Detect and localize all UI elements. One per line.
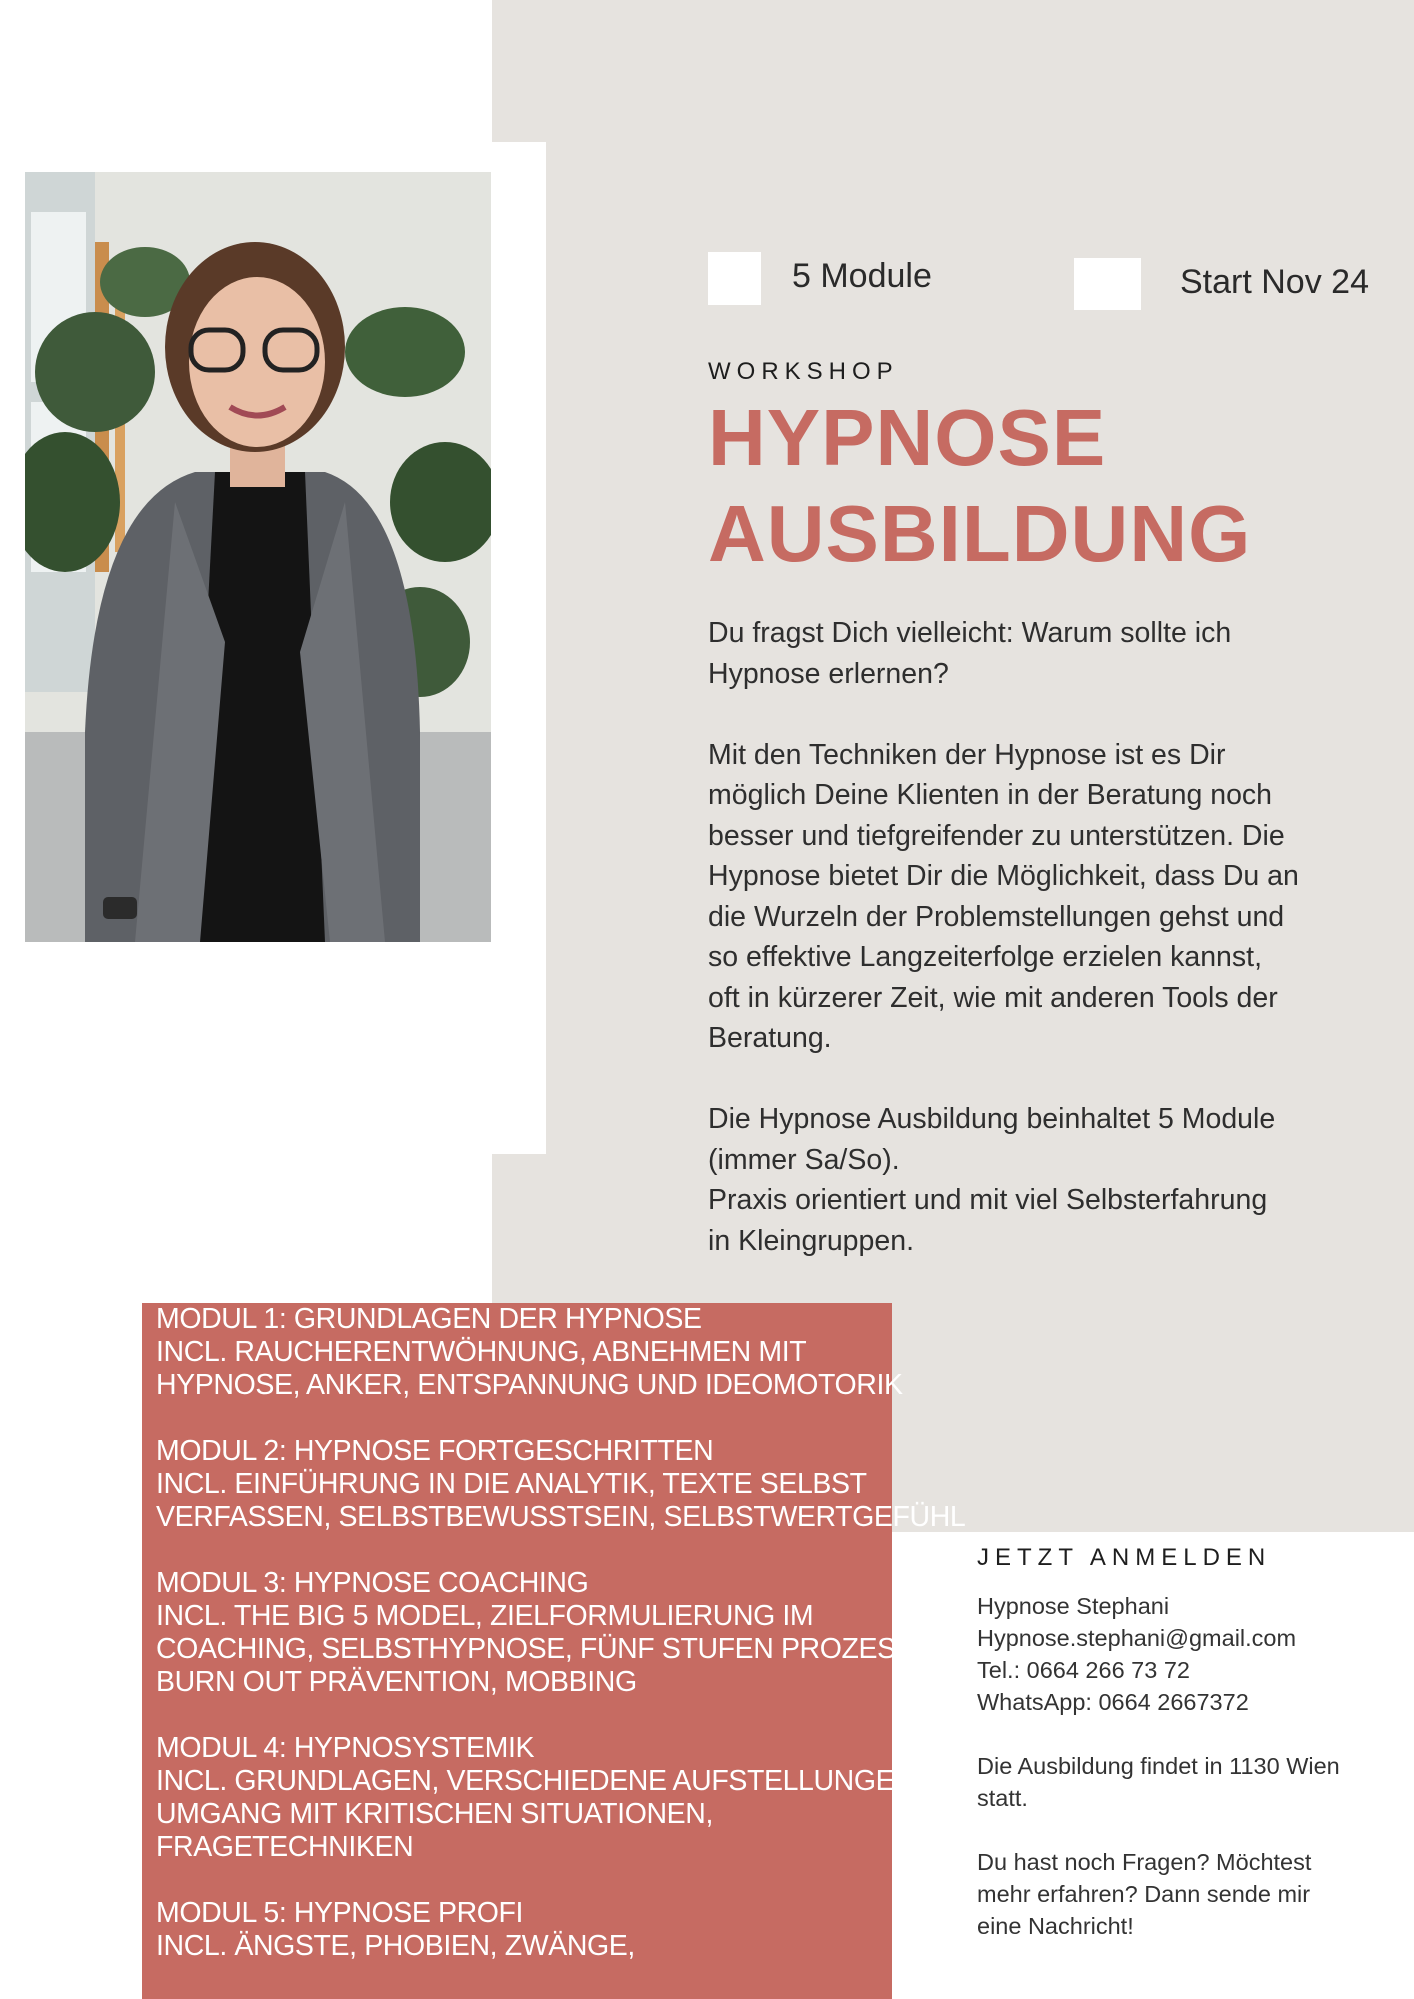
module-3-line: COACHING, SELBSTHYPNOSE, FÜNF STUFEN PROZESS, <box>156 1633 922 1665</box>
module-count-label: 5 Module <box>792 257 932 295</box>
modules-panel <box>142 1303 966 1999</box>
intro-paragraph-1: Du fragst Dich vielleicht: Warum sollte ich Hypnose erlernen? <box>708 617 1232 690</box>
module-4-line: FRAGETECHNIKEN <box>156 1831 414 1863</box>
title-line-2: AUSBILDUNG <box>708 489 1252 578</box>
module-3-line: INCL. THE BIG 5 MODEL, ZIELFORMULIERUNG IM <box>156 1600 814 1632</box>
contact-name: Hypnose Stephani <box>977 1593 1170 1619</box>
page-title <box>708 390 1251 582</box>
module-1-line: INCL. RAUCHERENTWÖHNUNG, ABNEHMEN MIT <box>156 1336 807 1368</box>
module-1-title: MODUL 1: GRUNDLAGEN DER HYPNOSE <box>156 1303 702 1335</box>
contact-heading: JETZT ANMELDEN <box>977 1544 1272 1571</box>
start-date-box <box>1074 258 1141 310</box>
module-count-box <box>708 252 761 305</box>
module-3-line: BURN OUT PRÄVENTION, MOBBING <box>156 1666 637 1698</box>
module-3 <box>156 1567 922 1699</box>
module-4 <box>156 1732 922 1864</box>
module-2 <box>156 1435 966 1534</box>
title-line-1: HYPNOSE <box>708 393 1107 482</box>
module-1 <box>156 1303 903 1402</box>
portrait-photo <box>25 172 491 942</box>
contact-whatsapp[interactable]: WhatsApp: 0664 2667372 <box>977 1689 1249 1715</box>
module-3-title: MODUL 3: HYPNOSE COACHING <box>156 1567 589 1599</box>
start-date-label: Start Nov 24 <box>1180 263 1369 301</box>
location-line: Die Ausbildung findet in 1130 Wien <box>977 1753 1340 1779</box>
white-notch-strip <box>492 142 546 1154</box>
contact-section <box>977 1544 1377 1942</box>
cta-line: mehr erfahren? Dann sende mir <box>977 1881 1311 1907</box>
contact-details <box>977 1590 1377 1718</box>
module-4-line: UMGANG MIT KRITISCHEN SITUATIONEN, <box>156 1798 713 1830</box>
module-2-line: VERFASSEN, SELBSTBEWUSSTSEIN, SELBSTWERTGEFÜHL <box>156 1501 966 1533</box>
module-4-title: MODUL 4: HYPNOSYSTEMIK <box>156 1732 535 1764</box>
cta-line: eine Nachricht! <box>977 1913 1134 1939</box>
module-4-line: INCL. GRUNDLAGEN, VERSCHIEDENE AUFSTELLUNGEN, <box>156 1765 922 1797</box>
intro-text <box>708 613 1348 1302</box>
module-5-title: MODUL 5: HYPNOSE PROFI <box>156 1897 524 1929</box>
intro-paragraph-2: Mit den Techniken der Hypnose ist es Dir möglich Deine Klienten in der Beratung noch besser und tiefgreifender zu unterstützen. Die Hypnose bietet Dir die Möglichkeit, dass Du an die Wurzeln der Problemstellungen gehst und so effektive Langzeiterfolge erzielen kannst, oft in kürzerer Zeit, wie mit anderen Tools der Beratung. <box>708 738 1299 1054</box>
module-5 <box>156 1897 878 1963</box>
portrait-illustration <box>25 172 491 942</box>
location-note <box>977 1750 1377 1814</box>
contact-phone[interactable]: Tel.: 0664 266 73 72 <box>977 1657 1190 1683</box>
module-1-line: HYPNOSE, ANKER, ENTSPANNUNG UND IDEOMOTORIK <box>156 1369 903 1401</box>
module-2-line: INCL. EINFÜHRUNG IN DIE ANALYTIK, TEXTE SELBST <box>156 1468 867 1500</box>
contact-email-link[interactable]: Hypnose.stephani@gmail.com <box>977 1625 1297 1651</box>
contact-cta <box>977 1846 1377 1942</box>
cta-line: Du hast noch Fragen? Möchtest <box>977 1849 1312 1875</box>
eyebrow-label: WORKSHOP <box>708 358 899 385</box>
module-5-line: INCL. ÄNGSTE, PHOBIEN, ZWÄNGE, <box>156 1930 635 1962</box>
location-line: statt. <box>977 1785 1028 1811</box>
intro-paragraph-3: Die Hypnose Ausbildung beinhaltet 5 Module (immer Sa/So). Praxis orientiert und mit viel Selbsterfahrung in Kleingruppen. <box>708 1103 1276 1257</box>
module-2-title: MODUL 2: HYPNOSE FORTGESCHRITTEN <box>156 1435 714 1467</box>
